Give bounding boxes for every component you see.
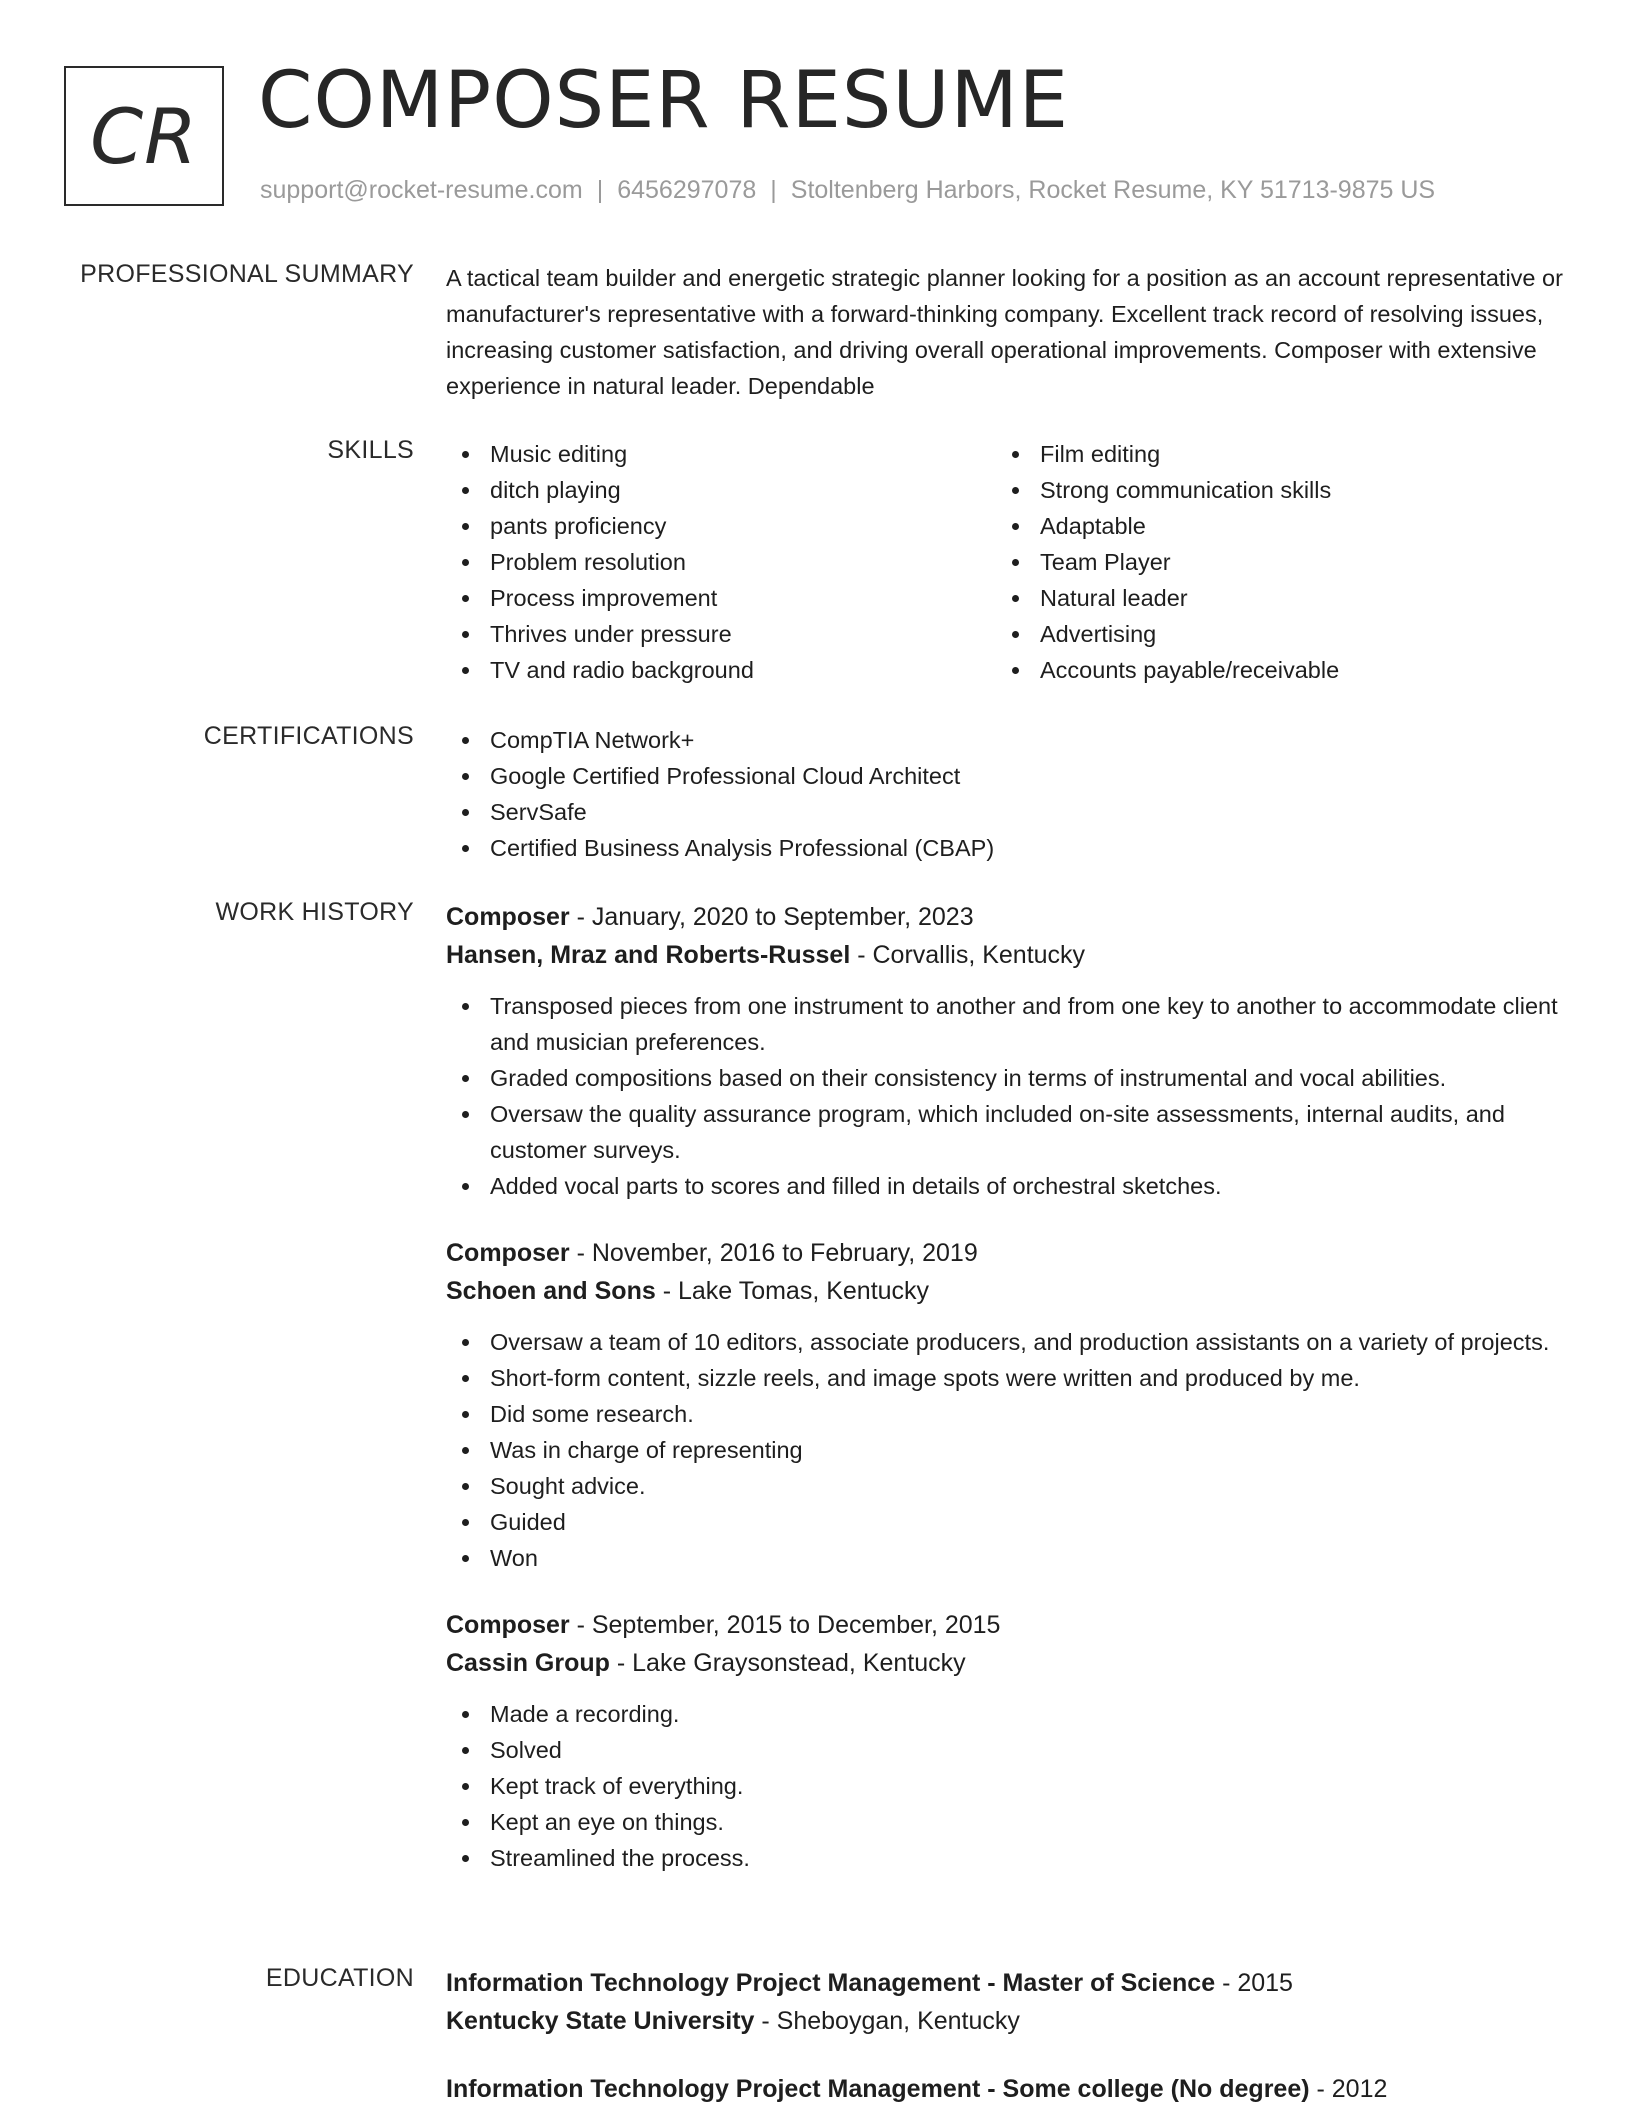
- company-location: - Lake Graysonstead, Kentucky: [609, 1649, 966, 1677]
- education-year: - 2015: [1215, 1969, 1293, 1997]
- section-label: SKILLS: [327, 436, 414, 464]
- contact-separator: |: [770, 176, 777, 204]
- job-bullet: Kept an eye on things.: [446, 1804, 1566, 1840]
- job-title-line: [446, 898, 1566, 936]
- job-bullet: Streamlined the process.: [446, 1840, 1566, 1876]
- skills-list-right: [996, 436, 1546, 688]
- job-bullet: Sought advice.: [446, 1468, 1566, 1504]
- skill-item: Problem resolution: [446, 544, 996, 580]
- skill-item: ditch playing: [446, 472, 996, 508]
- section-label: CERTIFICATIONS: [203, 722, 414, 750]
- job-dates: - January, 2020 to September, 2023: [569, 903, 974, 931]
- job-bullet: Made a recording.: [446, 1696, 1566, 1732]
- education-school: Kentucky State University: [446, 2007, 755, 2035]
- resume-title: COMPOSER RESUME: [258, 56, 1070, 146]
- certifications-body: [446, 722, 1566, 866]
- job-bullets: [446, 1696, 1566, 1876]
- job-bullet: Short-form content, sizzle reels, and image spots were written and produced by me.: [446, 1360, 1566, 1396]
- company-line: [446, 1272, 1566, 1310]
- job-bullet: Won: [446, 1540, 1566, 1576]
- contact-separator: |: [596, 176, 604, 204]
- job-bullet: Oversaw the quality assurance program, which included on-site assessments, internal audits, and customer surveys.: [446, 1096, 1566, 1168]
- skill-item: pants proficiency: [446, 508, 996, 544]
- skill-item: Process improvement: [446, 580, 996, 616]
- monogram-logo: CR: [64, 66, 224, 206]
- certification-item: Google Certified Professional Cloud Architect: [446, 758, 1566, 794]
- skill-item: Adaptable: [996, 508, 1546, 544]
- job-bullet: Was in charge of representing: [446, 1432, 1566, 1468]
- skill-item: Film editing: [996, 436, 1546, 472]
- education-degree-line: [446, 1964, 1566, 2002]
- section-label: EDUCATION: [265, 1964, 414, 1992]
- contact-address: Stoltenberg Harbors, Rocket Resume, KY 51713-9875 US: [790, 176, 1436, 204]
- skill-item: TV and radio background: [446, 652, 996, 688]
- job-entry: [446, 1606, 1566, 1876]
- certification-item: CompTIA Network+: [446, 722, 1566, 758]
- skill-item: Thrives under pressure: [446, 616, 996, 652]
- education-degree: Information Technology Project Management - Some college (No degree): [446, 2075, 1310, 2103]
- job-bullet: Solved: [446, 1732, 1566, 1768]
- skills-body: [446, 436, 1566, 688]
- job-title: Composer: [446, 903, 570, 931]
- company-name: Hansen, Mraz and Roberts-Russel: [446, 941, 851, 969]
- job-title-line: [446, 1606, 1566, 1644]
- education-body: [446, 1964, 1566, 2108]
- company-name: Cassin Group: [446, 1649, 610, 1677]
- skill-item: Accounts payable/receivable: [996, 652, 1546, 688]
- summary-body: [446, 260, 1566, 404]
- company-line: [446, 1644, 1566, 1682]
- skill-item: Team Player: [996, 544, 1546, 580]
- skill-item: Natural leader: [996, 580, 1546, 616]
- education-school-line: [446, 2002, 1566, 2040]
- company-name: Schoen and Sons: [446, 1277, 656, 1305]
- job-bullet: Kept track of everything.: [446, 1768, 1566, 1804]
- company-location: - Lake Tomas, Kentucky: [655, 1277, 930, 1305]
- skills-list-left: [446, 436, 996, 688]
- certification-item: ServSafe: [446, 794, 1566, 830]
- skill-item: Music editing: [446, 436, 996, 472]
- contact-email[interactable]: support@rocket-resume.com: [260, 176, 583, 204]
- job-dates: - September, 2015 to December, 2015: [569, 1611, 1001, 1639]
- job-title: Composer: [446, 1239, 570, 1267]
- section-label: PROFESSIONAL SUMMARY: [80, 260, 414, 288]
- job-title: Composer: [446, 1611, 570, 1639]
- certification-item: Certified Business Analysis Professional (CBAP): [446, 830, 1566, 866]
- company-line: [446, 936, 1566, 974]
- skill-item: Advertising: [996, 616, 1546, 652]
- education-degree: Information Technology Project Management - Master of Science: [446, 1969, 1216, 1997]
- job-bullet: Did some research.: [446, 1396, 1566, 1432]
- job-bullet: Guided: [446, 1504, 1566, 1540]
- education-year: - 2012: [1309, 2075, 1388, 2103]
- company-location: - Corvallis, Kentucky: [850, 941, 1086, 969]
- job-bullet: Oversaw a team of 10 editors, associate producers, and production assistants on a variety of projects.: [446, 1324, 1566, 1360]
- skill-item: Strong communication skills: [996, 472, 1546, 508]
- job-title-line: [446, 1234, 1566, 1272]
- contact-line: [260, 176, 1435, 205]
- job-bullets: [446, 1324, 1566, 1576]
- contact-phone[interactable]: 6456297078: [617, 176, 757, 204]
- job-entry: [446, 898, 1566, 1204]
- job-bullets: [446, 988, 1566, 1204]
- section-label: WORK HISTORY: [215, 898, 414, 926]
- job-bullet: Graded compositions based on their consistency in terms of instrumental and vocal abilities.: [446, 1060, 1566, 1096]
- certifications-list: [446, 722, 1566, 866]
- education-degree-line: [446, 2070, 1566, 2108]
- summary-text: A tactical team builder and energetic strategic planner looking for a position as an account representative or manufacturer's representative with a forward-thinking company. Excellent track record of resolving issues, increasing customer satisfaction, and driving overall operational improvements. Composer with extensive experience in natural leader. Dependable: [446, 265, 1563, 399]
- work-history-body: [446, 898, 1566, 1906]
- job-bullet: Added vocal parts to scores and filled in details of orchestral sketches.: [446, 1168, 1566, 1204]
- education-location: - Sheboygan, Kentucky: [754, 2007, 1020, 2035]
- job-bullet: Transposed pieces from one instrument to another and from one key to another to accommodate client and musician preferences.: [446, 988, 1566, 1060]
- job-entry: [446, 1234, 1566, 1576]
- job-dates: - November, 2016 to February, 2019: [569, 1239, 978, 1267]
